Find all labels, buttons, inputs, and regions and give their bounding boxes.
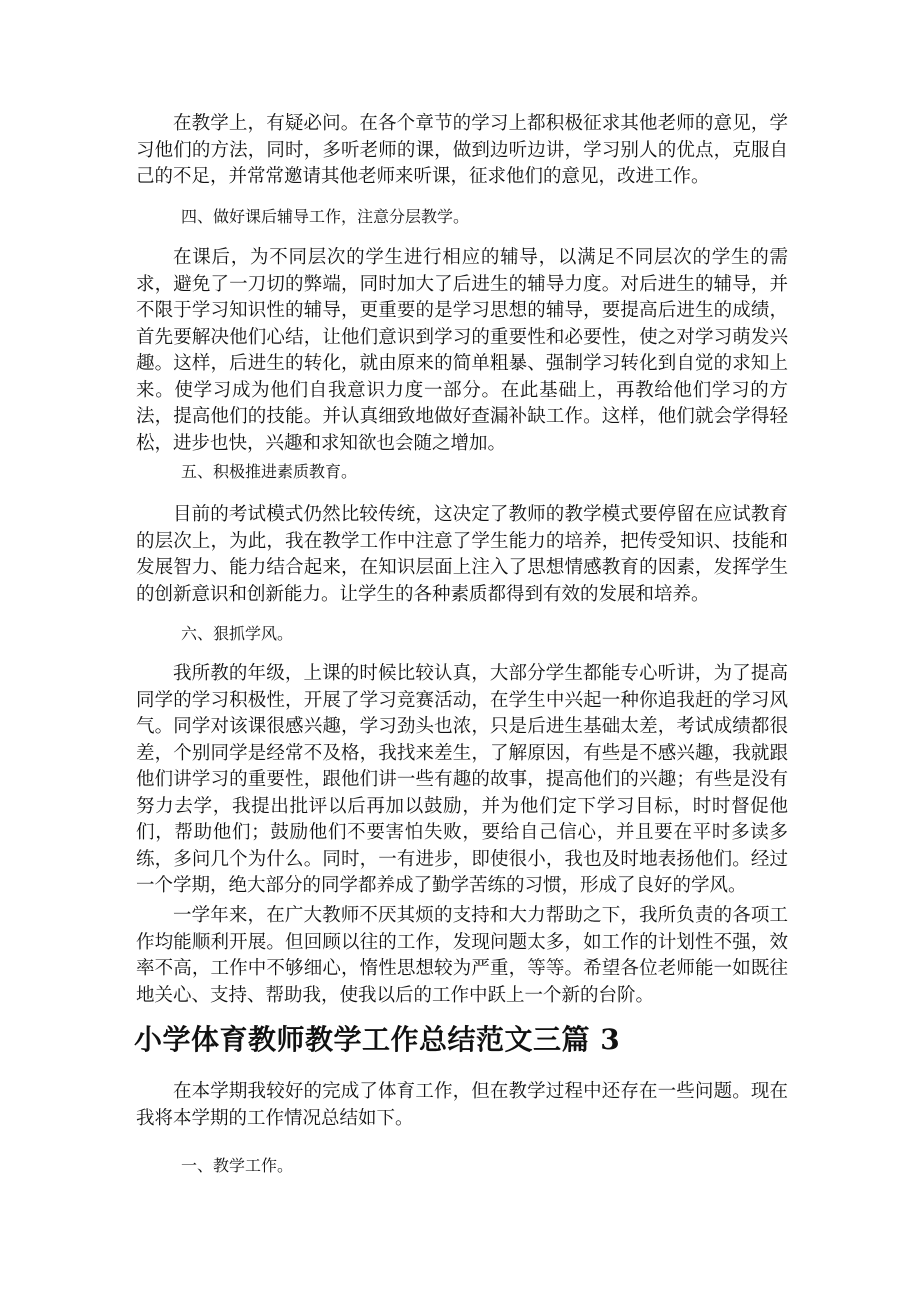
paragraph-teaching-questions: 在教学上，有疑必问。在各个章节的学习上都积极征求其他老师的意见，学习他们的方法，同时，多听老师的课，做到边听边讲，学习别人的优点，克服自己的不足，并常常邀请其他老师来听课，征求他们的意见，改进工作。 — [136, 113, 788, 187]
heading-after-class-tutoring: 四、做好课后辅导工作，注意分层教学。 — [181, 207, 470, 226]
paragraph-study-atmosphere: 我所教的年级，上课的时候比较认真，大部分学生都能专心听讲，为了提高同学的学习积极性，开展了学习竞赛活动，在学生中兴起一种你追我赶的学习风气。同学对该课很感兴趣，学习劲头也浓，只是后进生基础太差，考试成绩都很差，个别同学是经常不及格，我找来差生，了解原因，有些是不感兴趣，我就跟他们讲学习的重要性，跟他们讲一些有趣的故事，提高他们的兴趣；有些是没有努力去学，我提出批评以后再加以鼓励，并为他们定下学习目标，时时督促他们，帮助他们；鼓励他们不要害怕失败，要给自己信心，并且要在平时多读多练，多问几个为什么。同时，一有进步，即使很小，我也及时地表扬他们。经过一个学期，绝大部分的同学都养成了勤学苦练的习惯，形成了良好的学风。 — [136, 663, 788, 896]
paragraph-quality-education: 目前的考试模式仍然比较传统，这决定了教师的教学模式要停留在应试教育的层次上，为此，我在教学工作中注意了学生能力的培养，把传受知识、技能和发展智力、能力结合起来，在知识层面上注入了思想情感教育的因素，发挥学生的创新意识和创新能力。让学生的各种素质都得到有效的发展和培养。 — [136, 504, 788, 605]
heading-study-atmosphere: 六、狠抓学风。 — [181, 624, 294, 643]
heading-teaching-work: 一、教学工作。 — [181, 1156, 294, 1175]
section-title: 小学体育教师教学工作总结范文三篇 3 — [134, 1023, 621, 1056]
paragraph-semester-intro: 在本学期我较好的完成了体育工作，但在教学过程中还存在一些问题。现在我将本学期的工作情况总结如下。 — [136, 1081, 788, 1129]
paragraph-year-summary: 一学年来，在广大教师不厌其烦的支持和大力帮助之下，我所负责的各项工作均能顺利开展。但回顾以往的工作，发现问题太多，如工作的计划性不强，效率不高，工作中不够细心，惰性思想较为严重，等等。希望各位老师能一如既往地关心、支持、帮助我，使我以后的工作中跃上一个新的台阶。 — [136, 905, 788, 1006]
paragraph-after-class-tutoring: 在课后，为不同层次的学生进行相应的辅导，以满足不同层次的学生的需求，避免了一刀切的弊端，同时加大了后进生的辅导力度。对后进生的辅导，并不限于学习知识性的辅导，更重要的是学习思想的辅导，要提高后进生的成绩，首先要解决他们心结，让他们意识到学习的重要性和必要性，使之对学习萌发兴趣。这样，后进生的转化，就由原来的简单粗暴、强制学习转化到自觉的求知上来。使学习成为他们自我意识力度一部分。在此基础上，再教给他们学习的方法，提高他们的技能。并认真细致地做好查漏补缺工作。这样，他们就会学得轻松，进步也快，兴趣和求知欲也会随之增加。 — [136, 247, 788, 454]
heading-quality-education: 五、积极推进素质教育。 — [181, 462, 358, 481]
